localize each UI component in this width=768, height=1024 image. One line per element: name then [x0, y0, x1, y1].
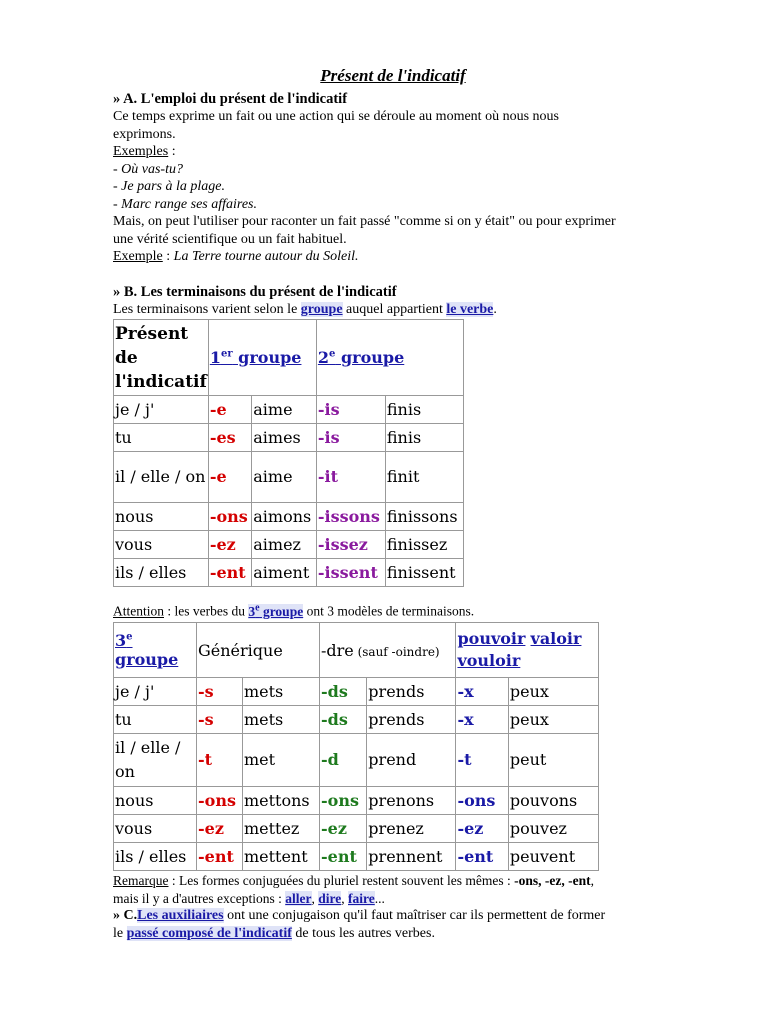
table1-verb-g2: finissons [385, 503, 463, 531]
attention-sup: e [255, 602, 260, 613]
table2-pronoun: je / j' [114, 678, 197, 706]
table1-verb-g1: aiment [252, 559, 317, 587]
table1-pronoun: tu [114, 424, 209, 452]
section-a-line4: une vérité scientifique ou un fait habituel. [113, 231, 347, 247]
table1-verb-g1: aimes [252, 424, 317, 452]
g1-word: groupe [232, 348, 302, 367]
table2-ending-generic: -t [197, 734, 243, 787]
sep-2: , [341, 890, 349, 906]
table1-row [114, 396, 464, 424]
table1-pronoun: je / j' [114, 396, 209, 424]
le-verbe-link[interactable]: le verbe [446, 301, 494, 317]
table2-verb-pvv: pouvez [508, 815, 598, 843]
table1-verb-g2: finis [385, 424, 463, 452]
example-3: - Marc range ses affaires. [113, 196, 257, 212]
table2-verb-dre: prenez [367, 815, 456, 843]
section-a-heading: » A. L'emploi du présent de l'indicatif [113, 91, 348, 107]
g1-num: 1 [209, 348, 221, 367]
table2-g3-header [114, 623, 197, 678]
table2-ending-generic: -ent [197, 843, 243, 871]
g3-sup: e [126, 631, 133, 643]
table2-row [114, 706, 599, 734]
table2-pronoun: nous [114, 787, 197, 815]
remark-pre: : Les formes conjuguées du pluriel restent souvent les mêmes : [168, 873, 515, 888]
table2-verb-generic: mettons [242, 787, 319, 815]
table2-body [114, 678, 599, 871]
table2-pronoun: ils / elles [114, 843, 197, 871]
valoir-link[interactable]: valoir [530, 629, 582, 648]
sep-1: , [311, 890, 319, 906]
example-label: Exemple [113, 249, 163, 264]
section-c-line2 [113, 925, 653, 943]
table2-generic-header: Générique [197, 623, 320, 678]
table2-row [114, 843, 599, 871]
table1-verb-g1: aime [252, 396, 317, 424]
section-a-line1: Ce temps exprime un fait ou une action qui se déroule au moment où nous nous [113, 109, 559, 124]
table2-verb-pvv: peux [508, 678, 598, 706]
dire-link[interactable]: dire [318, 890, 342, 906]
table2-verb-dre: prennent [367, 843, 456, 871]
table2-verb-pvv: peut [508, 734, 598, 787]
table1-ending-g2: -issez [316, 531, 385, 559]
vouloir-link[interactable]: vouloir [457, 651, 521, 670]
table2-ending-dre: -ons [320, 787, 367, 815]
table2-ending-dre: -ds [320, 678, 367, 706]
table1-row [114, 531, 464, 559]
table2-ending-dre: -d [320, 734, 367, 787]
faire-link[interactable]: faire [348, 890, 375, 906]
table1-ending-g2: -is [316, 396, 385, 424]
remark-post: , [590, 873, 595, 888]
groupe-link[interactable]: groupe [300, 301, 343, 317]
table1-g1-header [208, 320, 316, 396]
table2-row [114, 734, 599, 787]
table2-pvv-header [456, 623, 599, 678]
table1-body [114, 396, 464, 587]
table1-row [114, 503, 464, 531]
g1-sup: er [220, 348, 233, 360]
table1-verb-g2: finis [385, 396, 463, 424]
remark-bold: -ons, -ez, -ent [514, 873, 591, 888]
section-b-heading: » B. Les terminaisons du présent de l'indicatif [113, 283, 397, 300]
table2-row [114, 787, 599, 815]
table1-ending-g1: -e [208, 452, 251, 503]
g2-word: groupe [335, 348, 405, 367]
remark-label: Remarque [113, 873, 169, 888]
section-c-le: le [113, 925, 127, 941]
example-text: La Terre tourne autour du Soleil. [173, 249, 359, 264]
table2-verb-generic: mets [242, 706, 319, 734]
section-a-line2: exprimons. [113, 126, 176, 142]
examples-line [113, 143, 653, 161]
remark-line2-pre: mais il y a d'autres exceptions : [113, 890, 286, 906]
table2-ending-generic: -ez [197, 815, 243, 843]
section-c-text2: de tous les autres verbes. [291, 925, 435, 941]
table2-ending-dre: -ent [320, 843, 367, 871]
table1-verb-g1: aime [252, 452, 317, 503]
section-a-line3: Mais, on peut l'utiliser pour raconter un fait passé "comme si on y était" ou pour exprimer [113, 214, 616, 229]
section-b-intro [113, 301, 653, 319]
table2-ending-pvv: -ons [456, 787, 508, 815]
aller-link[interactable]: aller [285, 890, 312, 906]
table2-verb-dre: prends [367, 678, 456, 706]
auxiliaires-link[interactable]: Les auxiliaires [137, 908, 224, 923]
table1-verb-g2: finit [385, 452, 463, 503]
third-group-header-link[interactable] [115, 631, 178, 669]
table1-ending-g1: -ez [208, 531, 251, 559]
example-sep: : [162, 249, 174, 264]
table1-row [114, 559, 464, 587]
dre-label: -dre [321, 640, 354, 660]
table1-verb-g2: finissent [385, 559, 463, 587]
passe-compose-link[interactable]: passé composé de l'indicatif [126, 925, 292, 941]
example-2: - Je pars à la plage. [113, 179, 225, 194]
remark-line1 [113, 872, 653, 890]
table2-row [114, 815, 599, 843]
table1-verb-g1: aimons [252, 503, 317, 531]
table2-verb-generic: mettez [242, 815, 319, 843]
table2-ending-dre: -ez [320, 815, 367, 843]
table2-pronoun: tu [114, 706, 197, 734]
table1-ending-g1: -es [208, 424, 251, 452]
table2-ending-pvv: -x [456, 678, 508, 706]
attention-word: groupe [259, 603, 304, 619]
table1-row [114, 424, 464, 452]
table1-ending-g1: -e [208, 396, 251, 424]
attention-num: 3 [248, 603, 256, 619]
table1-pronoun: nous [114, 503, 209, 531]
g2-sup: e [329, 348, 336, 360]
table2-verb-dre: prenons [367, 787, 456, 815]
table1-ending-g2: -issent [316, 559, 385, 587]
table2-dre-header [320, 623, 456, 678]
g2-num: 2 [317, 348, 330, 367]
table2-ending-pvv: -ez [456, 815, 508, 843]
g3-num: 3 [115, 631, 127, 650]
section-c-prefix: » C. [113, 908, 138, 923]
g3-word: groupe [115, 650, 179, 669]
table2-verb-generic: mets [242, 678, 319, 706]
table2-pronoun: il / elle / on [114, 734, 197, 787]
attention-line [113, 599, 653, 620]
table1-verb-g1: aimez [252, 531, 317, 559]
table2-ending-generic: -s [197, 706, 243, 734]
intro-mid: auquel appartient [342, 301, 447, 317]
document-page [113, 66, 653, 942]
section-c-line1 [113, 907, 653, 925]
attention-pre: : les verbes du [164, 603, 249, 619]
table1-pronoun: il / elle / on [114, 452, 209, 503]
ellipsis: ... [374, 890, 385, 906]
table2-verb-pvv: peux [508, 706, 598, 734]
table2-pronoun: vous [114, 815, 197, 843]
table2-ending-pvv: -ent [456, 843, 508, 871]
table1-corner: Présent de l'indicatif [114, 320, 209, 396]
table2-verb-dre: prend [367, 734, 456, 787]
table2-ending-generic: -s [197, 678, 243, 706]
table1-ending-g2: -is [316, 424, 385, 452]
example-line [113, 248, 653, 266]
table2-row [114, 678, 599, 706]
second-group-link[interactable] [318, 348, 404, 367]
conjugation-table-1 [113, 319, 464, 587]
intro-pre: Les terminaisons varient selon le [113, 301, 301, 317]
table1-pronoun: ils / elles [114, 559, 209, 587]
attention-label: Attention [113, 603, 164, 619]
table1-verb-g2: finissez [385, 531, 463, 559]
table2-ending-dre: -ds [320, 706, 367, 734]
table2-ending-pvv: -t [456, 734, 508, 787]
intro-post: . [493, 301, 497, 317]
table2-ending-pvv: -x [456, 706, 508, 734]
table1-pronoun: vous [114, 531, 209, 559]
example-1: - Où vas-tu? [113, 161, 183, 177]
table2-ending-generic: -ons [197, 787, 243, 815]
table1-ending-g2: -issons [316, 503, 385, 531]
dre-note: (sauf -oindre) [353, 644, 440, 659]
table2-verb-generic: met [242, 734, 319, 787]
table1-ending-g2: -it [316, 452, 385, 503]
table1-g2-header [316, 320, 463, 396]
table2-verb-pvv: pouvons [508, 787, 598, 815]
remark-line2 [113, 890, 653, 908]
table2-verb-dre: prends [367, 706, 456, 734]
conjugation-table-2 [113, 622, 599, 871]
table1-ending-g1: -ent [208, 559, 251, 587]
examples-sep: : [168, 144, 176, 159]
page-title: Présent de l'indicatif [320, 66, 466, 85]
pouvoir-link[interactable]: pouvoir [457, 629, 526, 648]
table2-verb-pvv: peuvent [508, 843, 598, 871]
table2-verb-generic: mettent [242, 843, 319, 871]
section-c-text1: ont une conjugaison qu'il faut maîtriser car ils permettent de former [223, 908, 606, 923]
examples-label: Exemples [113, 144, 169, 159]
attention-post: ont 3 modèles de terminaisons. [303, 603, 475, 619]
third-group-link[interactable] [248, 604, 303, 619]
table1-row [114, 452, 464, 503]
table1-ending-g1: -ons [208, 503, 251, 531]
first-group-link[interactable] [210, 348, 302, 367]
